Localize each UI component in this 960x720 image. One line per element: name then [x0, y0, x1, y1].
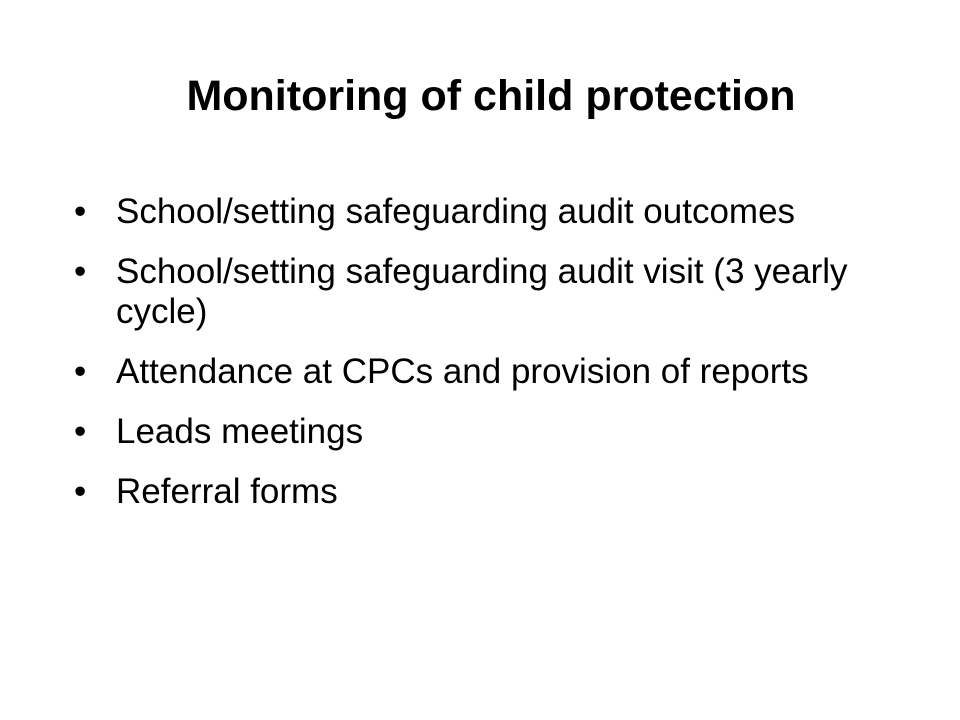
bullet-marker: •: [74, 352, 87, 391]
bullet-text: School/setting safeguarding audit visit (3 yearly cycle): [116, 252, 848, 331]
slide-title: Monitoring of child protection: [186, 72, 796, 120]
bullet-marker: •: [74, 252, 87, 291]
list-item: [74, 472, 904, 512]
bullet-text: Leads meetings: [116, 412, 364, 451]
list-item: [74, 352, 904, 392]
list-item: [74, 412, 904, 452]
list-item: [74, 252, 904, 332]
bullet-marker: •: [74, 412, 87, 451]
bullet-text: Referral forms: [116, 472, 338, 511]
bullet-marker: •: [74, 192, 87, 231]
bullet-list: [74, 192, 904, 532]
list-item: [74, 192, 904, 232]
bullet-marker: •: [74, 472, 87, 511]
bullet-text: School/setting safeguarding audit outcomes: [116, 192, 796, 231]
bullet-text: Attendance at CPCs and provision of reports: [116, 352, 809, 391]
